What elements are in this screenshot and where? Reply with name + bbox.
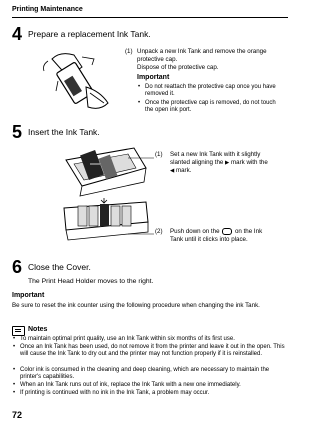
step-number-6: 6 xyxy=(12,257,23,277)
push-mark-icon xyxy=(222,228,232,235)
step4-instruction-1-dispose: Dispose of the protective cap. xyxy=(137,64,219,71)
step4-important-item: • Once the protective cap is removed, do not touch the open ink port. xyxy=(145,100,285,115)
step4-instruction-1-num: (1) xyxy=(125,48,133,55)
step5-instruction-1-line3 xyxy=(170,167,290,176)
ink-tank-unpack-illustration xyxy=(38,47,120,117)
step5-instruction-2-num: (2) xyxy=(155,228,163,235)
page-number: 72 xyxy=(12,410,23,420)
section-header: Printing Maintenance xyxy=(12,6,83,13)
step-number-5: 5 xyxy=(12,122,23,142)
right-triangle-icon: ▶ xyxy=(225,160,230,166)
notes-item: • If printing is continued with no ink in the Ink Tank, a problem may occur. xyxy=(20,390,290,397)
step5-instruction-2-line1 xyxy=(170,228,290,236)
important-text: Be sure to reset the ink counter using the following procedure when changing the ink Tank. xyxy=(12,302,260,309)
step5-instruction-1-line1: Set a new Ink Tank with it slightly xyxy=(170,151,261,158)
callout-line-1 xyxy=(128,154,154,162)
callout-line-2 xyxy=(128,230,154,238)
step-title-4: Prepare a replacement Ink Tank. xyxy=(28,29,151,39)
notes-item: • When an Ink Tank runs out of ink, replace the Ink Tank with a new one immediately. xyxy=(20,382,290,389)
step-title-5: Insert the Ink Tank. xyxy=(28,127,100,137)
important-label: Important xyxy=(12,292,45,299)
notes-item: • Once an Ink Tank has been used, do not remove it from the printer and leave it out in the open. This will cause the Ink Tank to dry out and the printer may not function properly if it is reinstalled. xyxy=(20,344,290,359)
ink-tank-insert-illustration xyxy=(60,142,152,200)
step5-instruction-1-line2-pre: slanted aligning the xyxy=(170,159,226,166)
step5-instruction-2-line1-pre: Push down on the xyxy=(170,228,222,236)
step4-important-item: • Do not reattach the protective cap once you have removed it. xyxy=(145,84,285,99)
notes-item: • Color ink is consumed in the cleaning and deep cleaning, which are necessary to maintain the printer's capabilities. xyxy=(20,367,290,382)
step5-instruction-1-num: (1) xyxy=(155,151,163,158)
step5-instruction-2-line1-post: on the Ink xyxy=(233,228,263,236)
step4-important-label: Important xyxy=(137,74,170,81)
header-rule xyxy=(12,17,288,18)
step5-instruction-1-line3-text: mark. xyxy=(174,167,192,174)
left-triangle-icon: ◀ xyxy=(170,168,175,174)
step-title-6: Close the Cover. xyxy=(28,262,91,272)
step5-instruction-1-line2-post: mark with the xyxy=(229,159,268,166)
notes-item: • To maintain optimal print quality, use an Ink Tank within six months of its first use. xyxy=(20,336,290,343)
step4-instruction-1-text: Unpack a new Ink Tank and remove the orange protective cap. xyxy=(137,48,267,63)
step5-instruction-2-line2: Tank until it clicks into place. xyxy=(170,236,248,243)
notes-icon xyxy=(12,326,25,336)
step-number-4: 4 xyxy=(12,24,23,44)
notes-label: Notes xyxy=(28,326,48,333)
step6-body: The Print Head Holder moves to the right. xyxy=(28,278,154,285)
